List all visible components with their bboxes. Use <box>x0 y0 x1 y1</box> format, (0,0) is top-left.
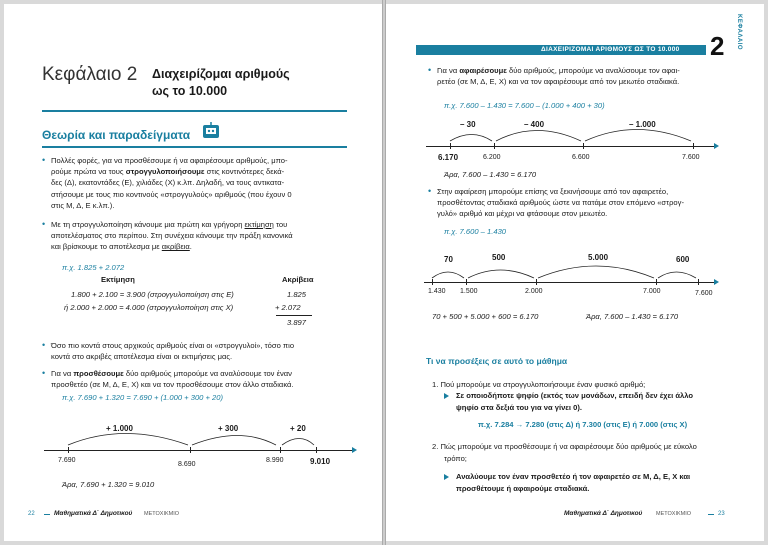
tick <box>316 447 317 453</box>
chapter-number: 2 <box>710 31 725 61</box>
right-page <box>386 4 764 541</box>
step-label: 5.000 <box>588 253 609 262</box>
point-label: 7.000 <box>643 288 661 295</box>
chapter-title-line-2: ως το 10.000 <box>152 84 228 98</box>
footer-book-title: Μαθηματικά Δ΄ Δημοτικού <box>564 510 643 517</box>
footer-divider <box>708 514 714 515</box>
question-2-line-2: τρόπο; <box>444 454 467 463</box>
point-label-result: 6.170 <box>438 153 459 162</box>
footer-book-title: Μαθηματικά Δ΄ Δημοτικού <box>54 510 133 517</box>
number-line-addition <box>4 4 383 541</box>
step-label: 70 <box>444 255 453 264</box>
chapter-title-line-1: Διαχειρίζομαι αριθμούς <box>152 67 290 81</box>
estimate-line-1: 1.800 + 2.100 = 3.900 (στρογγυλοποίηση στις Ε) <box>71 290 234 299</box>
answer-1-line-2: ψηφίο στα δεξιά του για να γίνει 0). <box>456 403 582 412</box>
point-label: 8.690 <box>178 461 196 468</box>
header-band-title: ΔΙΑΧΕΙΡΙΖΟΜΑΙ ΑΡΙΘΜΟΥΣ ΩΣ ΤΟ 10.000 <box>541 46 680 53</box>
column-exact: Ακρίβεια <box>282 275 314 284</box>
example-counting-up: π.χ. 7.600 – 1.430 <box>444 227 507 236</box>
paragraph-estimation: • Με τη στρογγυλοποίηση κάνουμε μια πρώτη και γρήγορη εκτίμηση του αποτελέσματος στο περίπου. Στη συνέχεια κάνουμε την πράξη κανονικά και βρίσκουμε το αποτέλεσμα με ακρίβεια. <box>51 219 351 253</box>
answer-pointer-icon <box>444 474 449 480</box>
attention-title: Τι να προσέξεις σε αυτό το μάθημα <box>426 356 568 366</box>
paragraph-closeness: • Όσο πιο κοντά στους αρχικούς αριθμούς είναι οι «στρογγυλοί», τόσο πιο κοντά στο ακριβές αποτέλεσμα είναι οι εκτιμήσεις μας. <box>51 340 351 362</box>
side-chapter-label: ΚΕΦΑΛΑΙΟ <box>736 14 742 51</box>
step-label: 500 <box>492 253 506 262</box>
step-label: – 400 <box>524 120 545 129</box>
question-2-line-1: 2. Πώς μπορούμε να προσθέσουμε ή να αφαιρέσουμε δύο αριθμούς με εύκολο <box>432 442 697 451</box>
answer-1-example: π.χ. 7.284 → 7.280 (στις Δ) ή 7.300 (στις Ε) ή 7.000 (στις Χ) <box>478 420 688 429</box>
paragraph-subtraction: • Για να αφαιρέσουμε δύο αριθμούς, μπορούμε να αναλύσουμε τον αφαι- ρετέο (σε Μ, Δ, Ε, Χ) και να τον αφαιρέσουμε από τον μειωτέο σταδιακά. <box>437 65 737 87</box>
chapter-label: Κεφάλαιο 2 <box>42 64 138 85</box>
step-label: – 30 <box>460 120 476 129</box>
step-label: + 20 <box>290 424 306 433</box>
point-label: 7.600 <box>695 290 713 297</box>
step-label: + 300 <box>218 424 239 433</box>
example-subtraction: π.χ. 7.600 – 1.430 = 7.600 – (1.000 + 400 + 30) <box>444 101 605 110</box>
paragraph-rounding: • Πολλές φορές, για να προσθέσουμε ή να αφαιρέσουμε αριθμούς, μπο- ρούμε πρώτα να τους στρογγυλοποιήσουμε στις κοντινότερες δεκά- δες (Δ), εκατοντάδες (Ε), χιλιάδες (Χ) κ.λπ. Δηλαδή, να τους αντικατα- στήσουμε με τους πιο κοντινούς «στρογγυλούς» αριθμούς (που έχουν 0 στις Μ, Δ, Ε κ.λπ.). <box>51 155 351 211</box>
tick <box>68 447 69 453</box>
point-label: 6.200 <box>483 154 501 161</box>
axis-arrow-icon <box>714 279 719 285</box>
paragraph-counting-up: • Στην αφαίρεση μπορούμε επίσης να ξεκινήσουμε από τον αφαιρετέο, προσθέτοντας σταδιακά αριθμούς ώστε να πατάμε στον επόμενο «στρογ- γυλό» αριθμό και μέχρι να φτάσουμε στον μειωτέο. <box>437 186 737 220</box>
tick <box>466 279 467 285</box>
answer-counting-up: Άρα, 7.600 – 1.430 = 6.170 <box>586 312 679 321</box>
tick <box>656 279 657 285</box>
answer-pointer-icon <box>444 393 449 399</box>
tick <box>190 447 191 453</box>
question-1: 1. Πού μπορούμε να στρογγυλοποιήσουμε έναν φυσικό αριθμό; <box>432 380 646 389</box>
point-label: 7.600 <box>682 154 700 161</box>
left-page <box>4 4 383 541</box>
exact-line-1: 1.825 <box>287 290 307 299</box>
point-label: 6.600 <box>572 154 590 161</box>
paragraph-addition: • Για να προσθέσουμε δύο αριθμούς μπορούμε να αναλύσουμε τον έναν προσθετέο (σε Μ, Δ, Ε, Χ) και να τον προσθέσουμε στον άλλο σταδιακά. <box>51 368 351 390</box>
answer-1-line-1: Σε οποιοδήποτε ψηφίο (εκτός των μονάδων, επειδή δεν έχει άλλο <box>456 391 694 400</box>
footer-edition: ΜΕΤΟΧΙΚΜΙΟ <box>144 511 180 517</box>
exact-line-2: + 2.072 <box>275 303 301 312</box>
answer-addition: Άρα, 7.690 + 1.320 = 9.010 <box>62 480 155 489</box>
point-label: 1.430 <box>428 288 446 295</box>
axis-line <box>44 450 354 451</box>
axis-arrow-icon <box>352 447 357 453</box>
point-label: 7.690 <box>58 457 76 464</box>
example-1: π.χ. 1.825 + 2.072 <box>62 263 125 272</box>
tick <box>536 279 537 285</box>
section-title: Θεωρία και παραδείγματα <box>42 128 191 142</box>
tick <box>698 279 699 285</box>
example-2: π.χ. 7.690 + 1.320 = 7.690 + (1.000 + 300 + 20) <box>62 393 224 402</box>
exact-line-3: 3.897 <box>287 318 307 327</box>
footer-divider <box>44 514 50 515</box>
step-label: + 1.000 <box>106 424 133 433</box>
step-label: 600 <box>676 255 690 264</box>
footer-page-number: 23 <box>718 511 725 517</box>
sum-of-steps: 70 + 500 + 5.000 + 600 = 6.170 <box>432 312 539 321</box>
tick <box>432 279 433 285</box>
answer-2-line-2: προσθέτουμε ή αφαιρούμε σταδιακά. <box>456 484 590 493</box>
tick <box>280 447 281 453</box>
point-label: 2.000 <box>525 288 543 295</box>
footer-page-number: 22 <box>28 511 35 517</box>
estimate-line-2: ή 2.000 + 2.000 = 4.000 (στρογγυλοποίηση στις Χ) <box>64 303 234 312</box>
answer-2-line-1: Αναλύουμε τον έναν προσθετέο ή τον αφαιρετέο σε Μ, Δ, Ε, Χ και <box>456 472 691 481</box>
point-label: 8.990 <box>266 457 284 464</box>
column-estimate: Εκτίμηση <box>101 275 135 284</box>
answer-subtraction: Άρα, 7.600 – 1.430 = 6.170 <box>444 170 537 179</box>
footer-edition: ΜΕΤΟΧΙΚΜΙΟ <box>656 511 692 517</box>
axis-line <box>424 282 716 283</box>
point-label: 1.500 <box>460 288 478 295</box>
number-line-counting-up <box>386 4 764 541</box>
step-label: – 1.000 <box>629 120 656 129</box>
point-label-result: 9.010 <box>310 457 331 466</box>
